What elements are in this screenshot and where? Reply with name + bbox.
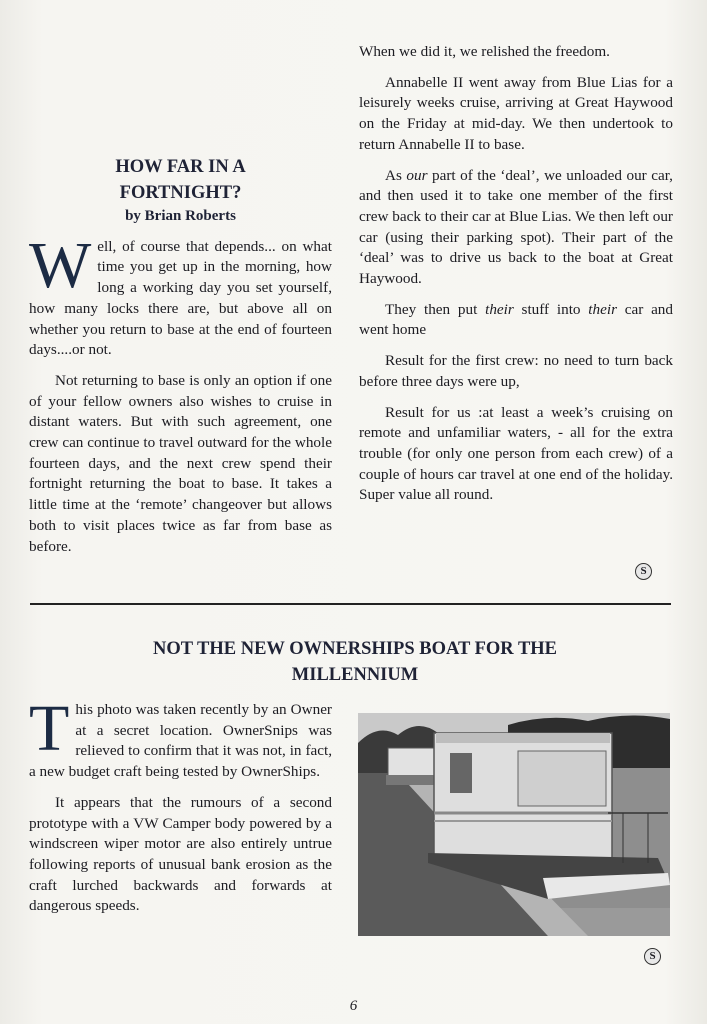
article1-title <box>29 154 332 227</box>
article1-paragraph-4: Annabelle II went away from Blue Lias for a leisurely weeks cruise, arriving at Great Haywood on the Friday at mid-day. We then undertook to return Annabelle II to base. <box>359 73 673 153</box>
article1-paragraph-1-text: ell, of course that depends... on what time you get up in the morning, how long a working day you set yourself, how many locks there are, but above all on whether you return to base at the end of fourteen days....or not. <box>29 237 332 359</box>
p6-mid: stuff into <box>513 300 589 318</box>
ownerships-logo-icon: S <box>635 563 652 580</box>
p6-emphasis-1: their <box>485 300 514 318</box>
page-number: 6 <box>349 998 358 1014</box>
p6-post: car and went home <box>359 300 673 339</box>
article2-dropcap: T <box>29 692 70 765</box>
article2-title <box>60 636 650 688</box>
article1-left-column <box>29 154 332 567</box>
p6-emphasis-2: their <box>588 300 617 318</box>
p5-post: part of the ‘deal’, we unloaded our car, and then used it to take one member of the first crew back to their car at Blue Lias. We then left our car (using their parking spot). Their part of the ‘deal’ was to drive us back to the boat at Great Haywood. <box>359 166 673 288</box>
p6-pre: They then put <box>385 300 486 318</box>
article1-paragraph-6 <box>359 300 673 341</box>
article1-byline: by Brian Roberts <box>125 208 236 224</box>
article1-title-line2: FORTNIGHT? <box>119 183 242 203</box>
article1-dropcap: W <box>29 228 92 302</box>
article1-right-column <box>359 42 673 516</box>
article1-paragraph-2: Not returning to base is only an option if one of your fellow owners also wishes to cruise in distant waters. But with such agreement, one crew can continue to travel outward for the whole fourteen days, and the next crew spend their fortnight returning the boat to base. It takes a little time at the ‘remote’ changeover but allows both to visit places twice as far from base as before. <box>29 371 332 555</box>
article2-paragraph-2: It appears that the rumours of a second prototype with a VW Camper body powered by a windscreen wiper motor are also entirely untrue following reports of unusual bank erosion as the craft lurched backwards and forwards at dangerous speeds. <box>29 793 332 915</box>
article1-paragraph-3: When we did it, we relished the freedom. <box>359 43 610 60</box>
article2-title-line1: NOT THE NEW OWNERSHIPS BOAT FOR THE <box>152 639 558 659</box>
article1-paragraph-1 <box>29 228 332 361</box>
section-divider <box>30 603 671 605</box>
p5-emphasis: our <box>406 166 428 184</box>
photo-illustration <box>358 713 670 936</box>
article2-paragraph-1 <box>29 692 332 783</box>
article1-paragraph-5 <box>359 166 673 290</box>
article2-title-line2: MILLENNIUM <box>291 665 419 685</box>
article2-column <box>29 692 332 927</box>
ownerships-logo-icon-2: S <box>644 948 661 965</box>
article1-title-line1: HOW FAR IN A <box>115 157 246 177</box>
article1-paragraph-8: Result for us :at least a week’s cruising on remote and unfamiliar waters, - all for the extra trouble (for only one person from each crew) of a couple of hours car travel at one end of the holiday. Super value all round. <box>359 403 673 504</box>
article2-paragraph-1-text: his photo was taken recently by an Owner at a secret location. OwnerSnips was relieved to confirm that it was not, in fact, a new budget craft being tested by OwnerShips. <box>29 701 332 781</box>
p5-pre: As <box>385 166 407 184</box>
article1-paragraph-7: Result for the first crew: no need to turn back before three days were up, <box>359 352 673 390</box>
caravan-boat-photo <box>358 713 670 936</box>
